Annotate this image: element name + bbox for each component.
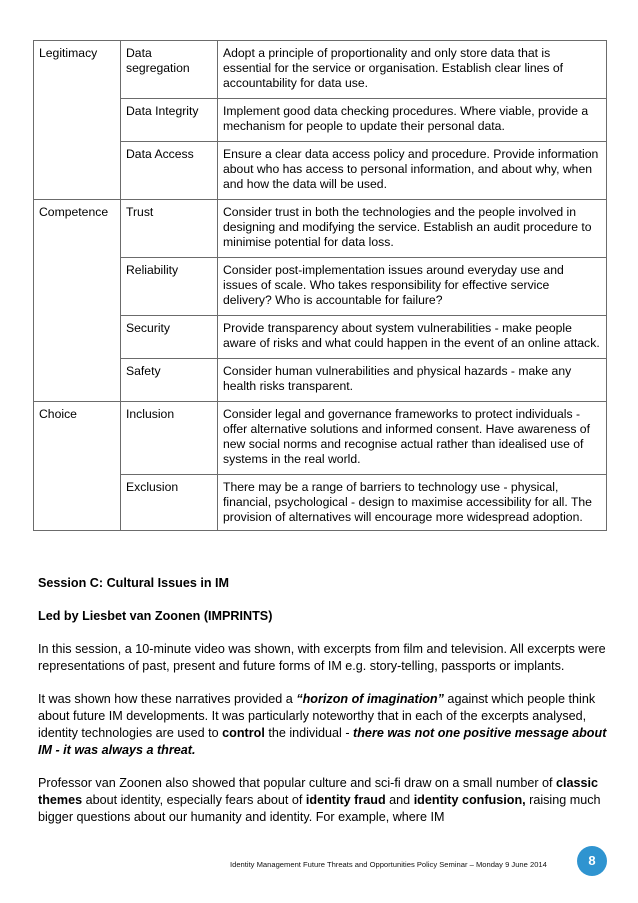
- category-cell: Choice: [34, 402, 121, 531]
- text-run: the individual -: [264, 726, 354, 740]
- session-heading: Session C: Cultural Issues in IM: [38, 576, 230, 590]
- description-cell: Ensure a clear data access policy and procedure. Provide information about who has access to personal information, and about why, when and how the data will be used.: [218, 142, 607, 200]
- aspect-cell: Safety: [121, 359, 218, 402]
- text-run: about identity, especially fears about of: [82, 793, 306, 807]
- description-cell: Consider trust in both the technologies and the people involved in designing and modifying the service. Establish an audit procedure to minimise potential for data loss.: [218, 200, 607, 258]
- emphasis-horizon: “horizon of imagination”: [296, 692, 444, 706]
- table-row: [34, 200, 607, 258]
- table-row: [34, 41, 607, 99]
- text-run: It was shown how these narratives provided a: [38, 692, 297, 706]
- description-cell: Consider human vulnerabilities and physical hazards - make any health risks transparent.: [218, 359, 607, 402]
- description-cell: There may be a range of barriers to technology use - physical, financial, psychological - design to maximise accessibility for all. The provision of alternatives will encourage more widespread adoption.: [218, 475, 607, 531]
- session-led-by: Led by Liesbet van Zoonen (IMPRINTS): [38, 609, 273, 623]
- text-run: against which people think about future IM developments. It was particularly noteworthy that in each of the excerpts analysed, identity technologies are used to: [38, 692, 596, 740]
- aspect-cell: Data Access: [121, 142, 218, 200]
- aspect-cell: Inclusion: [121, 402, 218, 475]
- table-row: [34, 402, 607, 475]
- category-cell: Legitimacy: [34, 41, 121, 200]
- emphasis-threat: there was not one positive message about IM - it was always a threat.: [38, 726, 607, 757]
- principles-table: [33, 40, 607, 531]
- aspect-cell: Security: [121, 316, 218, 359]
- category-cell: Competence: [34, 200, 121, 402]
- strong-identity-confusion: identity confusion,: [413, 793, 526, 807]
- description-cell: Adopt a principle of proportionality and only store data that is essential for the service or organisation. Establish clear lines of accountability for data use.: [218, 41, 607, 99]
- strong-control: control: [222, 726, 265, 740]
- aspect-cell: Reliability: [121, 258, 218, 316]
- aspect-cell: Trust: [121, 200, 218, 258]
- page-number-badge: 8: [577, 846, 607, 876]
- text-run: and: [385, 793, 414, 807]
- text-run: raising much bigger questions about our humanity and identity. For example, where IM: [38, 793, 601, 824]
- aspect-cell: Data Integrity: [121, 99, 218, 142]
- text-run: Professor van Zoonen also showed that popular culture and sci-fi draw on a small number of: [38, 776, 557, 790]
- strong-identity-fraud: identity fraud: [305, 793, 386, 807]
- description-cell: Consider legal and governance frameworks to protect individuals - offer alternative solutions and informed consent. Have awareness of new social norms and recognise actual rather than idealised use of systems in the real world.: [218, 402, 607, 475]
- description-cell: Provide transparency about system vulnerabilities - make people aware of risks and what could happen in the event of an online attack.: [218, 316, 607, 359]
- paragraph-video: In this session, a 10-minute video was shown, with excerpts from film and television. All excerpts were representations of past, present and future forms of IM e.g. story-telling, passports or implants.: [38, 642, 606, 673]
- strong-classic-themes: classic themes: [38, 776, 599, 807]
- description-cell: Consider post-implementation issues around everyday use and issues of scale. Who takes responsibility for effective service delivery? Who is accountable for failure?: [218, 258, 607, 316]
- description-cell: Implement good data checking procedures. Where viable, provide a mechanism for people to update their personal data.: [218, 99, 607, 142]
- paragraph-themes: [38, 775, 608, 826]
- paragraph-horizon: [38, 691, 608, 759]
- session-body: [38, 575, 608, 842]
- aspect-cell: Data segregation: [121, 41, 218, 99]
- page-footer: Identity Management Future Threats and Opportunities Policy Seminar – Monday 9 June 2014: [230, 860, 547, 869]
- aspect-cell: Exclusion: [121, 475, 218, 531]
